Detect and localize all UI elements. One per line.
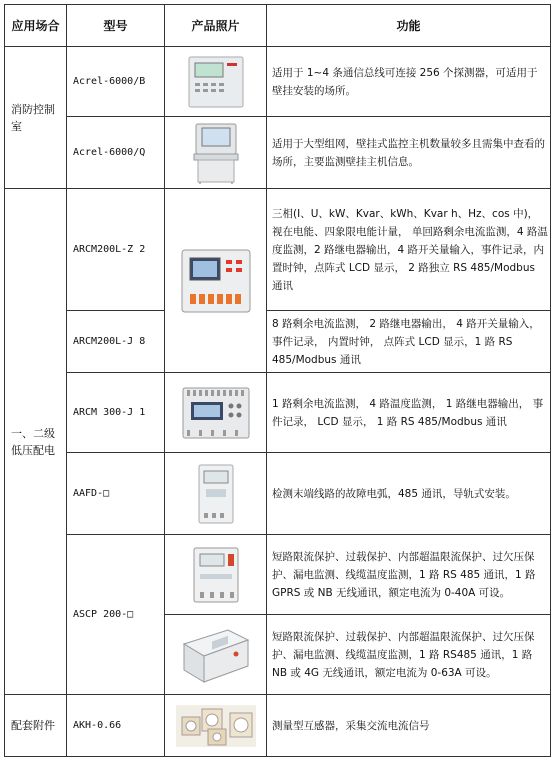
photo-cell (165, 189, 267, 373)
function-cell: 适用于 1~4 条通信总线可连接 256 个探测器，可适用于壁挂安装的场所。 (267, 47, 551, 117)
photo-cell (165, 615, 267, 695)
function-cell: 短路限流保护、过载保护、内部超温限流保护、过欠压保护、漏电监测、线缆温度监测，1 路 RS 485 通讯，1 路 GPRS 或 NB 无线通讯，额定电流为 0-40A 可设。 (267, 535, 551, 615)
photo-cell (165, 373, 267, 453)
table-row (5, 47, 551, 117)
function-cell: 8 路剩余电流监测， 2 路继电器输出， 4 路开关量输入， 事件记录， 内置时钟， 点阵式 LCD 显示，1 路 RS 485/Modbus 通讯 (267, 311, 551, 373)
circuit-protector-alt-icon (178, 624, 254, 686)
model-cell: AAFD-□ (67, 453, 165, 535)
function-cell: 适用于大型组网，壁挂式监控主机数量较多且需集中查看的场所，主要监测壁挂主机信息。 (267, 117, 551, 189)
function-cell: 1 路剩余电流监测， 4 路温度监测， 1 路继电器输出， 事件记录， LCD 显示， 1 路 RS 485/Modbus 通讯 (267, 373, 551, 453)
din-rail-meter-icon (179, 384, 253, 442)
header-photo: 产品照片 (165, 5, 267, 47)
model-cell: ARCM200L-Z 2 (67, 189, 165, 311)
photo-cell (165, 47, 267, 117)
model-cell: AKH-0.66 (67, 695, 165, 757)
function-cell: 短路限流保护、过载保护、内部超温限流保护、过欠压保护、漏电监测、线缆温度监测，1 路 RS485 通讯，1 路 NB 或 4G 无线通讯，额定电流为 0-63A 可设。 (267, 615, 551, 695)
header-function: 功能 (267, 5, 551, 47)
place-cell: 一、二级低压配电 (5, 189, 67, 695)
table-row (5, 535, 551, 615)
header-place: 应用场合 (5, 5, 67, 47)
photo-cell (165, 117, 267, 189)
photo-cell (165, 453, 267, 535)
product-table (4, 4, 551, 757)
model-cell: ASCP 200-□ (67, 535, 165, 695)
table-row (5, 311, 551, 373)
photo-cell (165, 535, 267, 615)
arc-detector-icon (193, 463, 239, 525)
table-row (5, 189, 551, 311)
header-model: 型号 (67, 5, 165, 47)
table-row (5, 373, 551, 453)
place-cell: 配套附件 (5, 695, 67, 757)
circuit-protector-icon (188, 544, 244, 606)
table-row (5, 453, 551, 535)
function-cell: 三相(I、U、kW、Kvar、kWh、Kvar h、Hz、cos 中)，视在电能、四象限电能计量， 单回路剩余电流监测，4 路温度监测，2 路继电器输出，4 路开关量输入，事件记录，内置时钟，点阵式 LCD 显示， 2 路独立 RS 485/Modbus 通讯 (267, 189, 551, 311)
place-cell: 消防控制室 (5, 47, 67, 189)
panel-meter-icon (176, 246, 256, 316)
current-transformer-icon (174, 703, 258, 749)
model-cell: ARCM 300-J 1 (67, 373, 165, 453)
model-cell: Acrel-6000/B (67, 47, 165, 117)
model-cell: ARCM200L-J 8 (67, 311, 165, 373)
model-cell: Acrel-6000/Q (67, 117, 165, 189)
photo-cell (165, 695, 267, 757)
table-row (5, 117, 551, 189)
fire-control-cabinet-icon (184, 122, 248, 184)
function-cell: 检测末端线路的故障电弧，485 通讯，导轨式安装。 (267, 453, 551, 535)
fire-control-panel-wall-icon (181, 55, 251, 109)
table-row (5, 695, 551, 757)
table-header-row (5, 5, 551, 47)
function-cell: 测量型互感器，采集交流电流信号 (267, 695, 551, 757)
